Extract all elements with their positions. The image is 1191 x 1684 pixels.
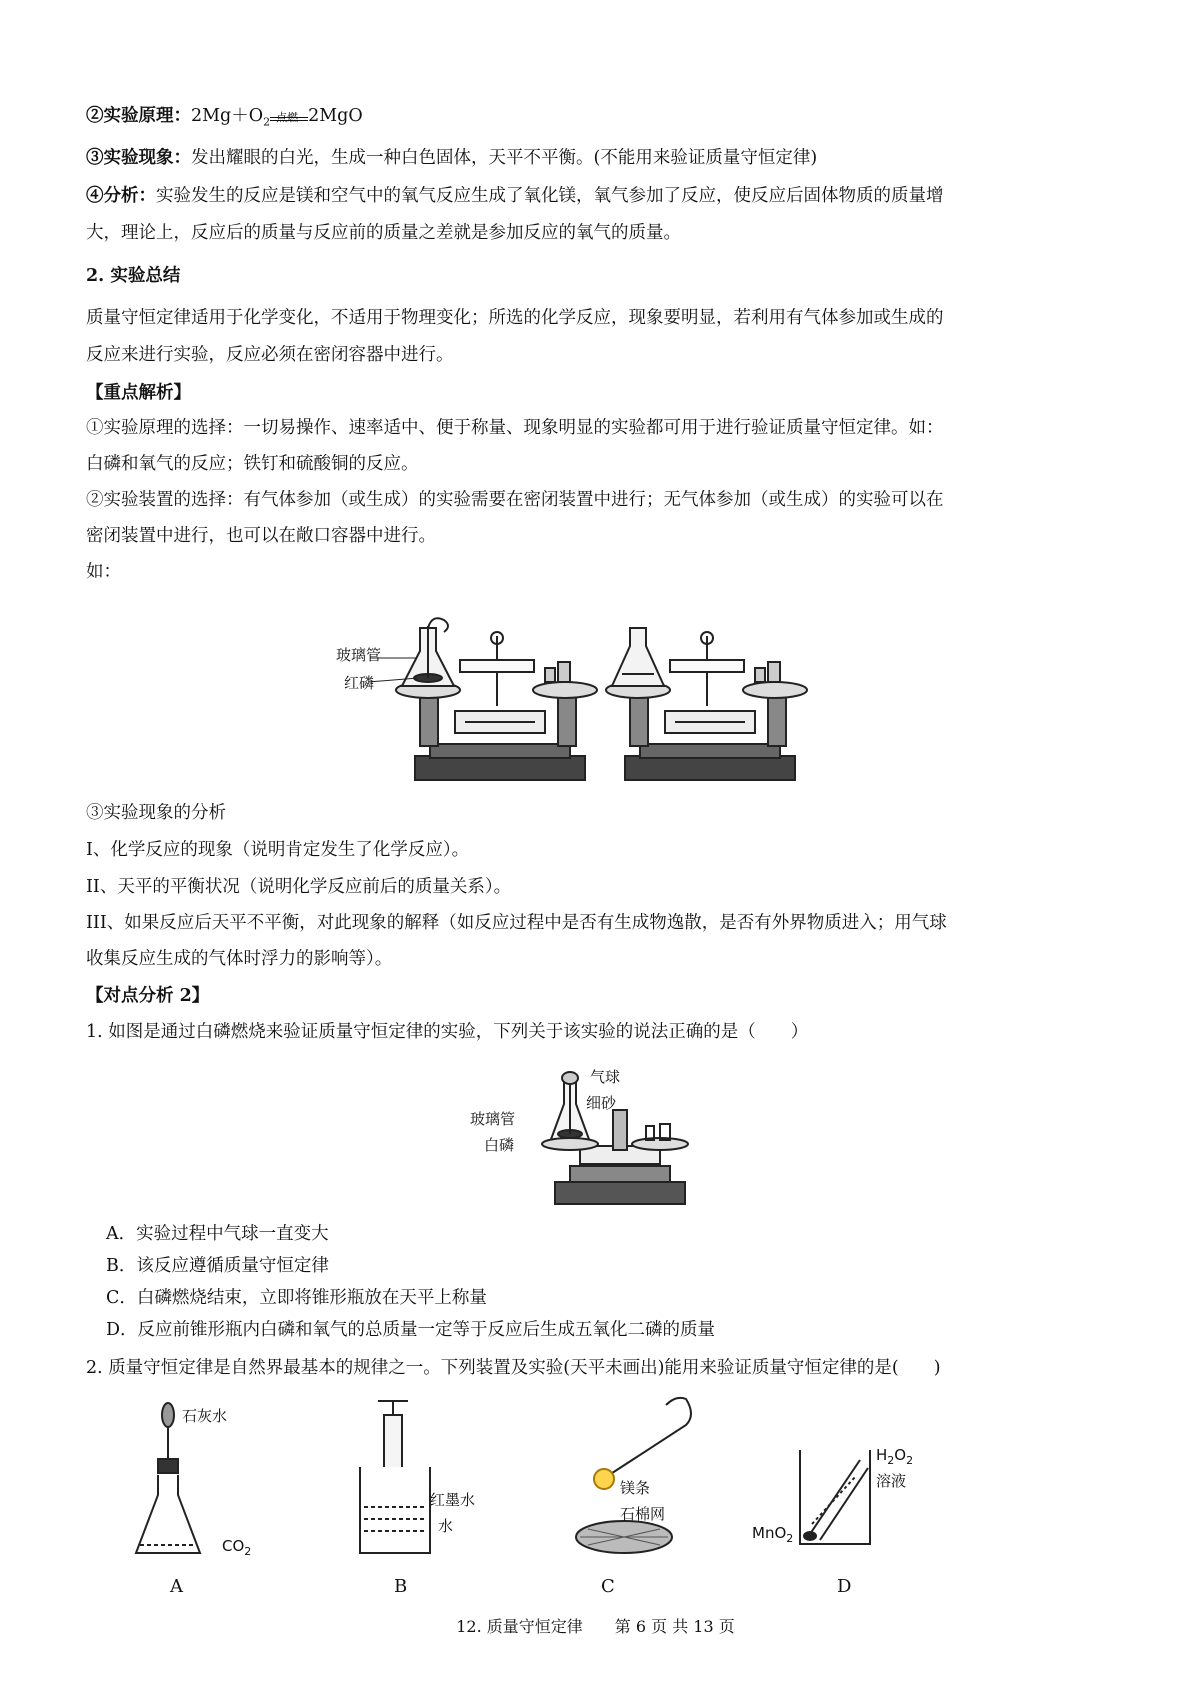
page-footer: 12. 质量守恒定律 第 6 页 共 13 页 (456, 1617, 735, 1636)
key-i1: I、化学反应的现象（说明肯定发生了化学反应）。 (86, 840, 470, 860)
equation-left: 2Mg＋O (191, 106, 264, 126)
fig1-label-red-phosphorus: 红磷 (344, 674, 375, 692)
fig1-label-glass-tube: 玻璃管 (336, 646, 382, 664)
key-p3: ③实验现象的分析 (86, 803, 226, 823)
q2-letter-b: B (394, 1576, 408, 1597)
equation-right: 2MgO (308, 106, 363, 126)
analysis-text-1: 实验发生的反应是镁和空气中的氧气反应生成了氧化镁，氧气参加了反应，使反应后固体物质的质量增 (156, 186, 944, 206)
q1-option-d: D．反应前锥形瓶内白磷和氧气的总质量一定等于反应后生成五氧化二磷的质量 (106, 1320, 716, 1340)
q2d-label-solution: 溶液 (876, 1472, 907, 1490)
right-balance (606, 628, 807, 780)
analysis-label: ④分析： (86, 186, 156, 206)
phenomenon-label: ③实验现象： (86, 148, 191, 168)
left-balance (396, 618, 597, 780)
q2a-label-co2: $CO_2$ (222, 1537, 252, 1558)
analysis-line-1 (86, 184, 944, 208)
key-i3-2: 收集反应生成的气体时浮力的影响等）。 (86, 949, 393, 969)
equation-subscript: 2 (263, 115, 271, 129)
summary-heading: 2. 实验总结 (86, 266, 181, 286)
q1-label-glass-tube: 玻璃管 (470, 1110, 516, 1128)
q1-figure (470, 1068, 710, 1210)
q1-option-a: A．实验过程中气球一直变大 (106, 1224, 329, 1244)
q2d-label-h2o2: $H_2O_2$ (876, 1446, 914, 1467)
question-1: 1. 如图是通过白磷燃烧来验证质量守恒定律的实验，下列关于该实验的说法正确的是（ ） (86, 1022, 809, 1042)
principle-line (86, 104, 363, 135)
q2-figure-c (566, 1385, 716, 1565)
equation-arrow (270, 111, 308, 124)
key-i2: II、天平的平衡状况（说明化学反应前后的质量关系）。 (86, 877, 512, 897)
key-p1-1: ①实验原理的选择：一切易操作、速率适中、便于称量、现象明显的实验都可用于进行验证质量守恒定律。如： (86, 418, 944, 438)
phenomenon-line (86, 146, 817, 170)
balance-figure-pair (336, 616, 830, 791)
q2a-label-limewater: 石灰水 (182, 1407, 228, 1425)
key-p2-3: 如： (86, 562, 121, 582)
principle-label: ②实验原理： (86, 106, 191, 126)
q1-option-b: B．该反应遵循质量守恒定律 (106, 1256, 329, 1276)
summary-text-2: 反应来进行实验，反应必须在密闭容器中进行。 (86, 345, 454, 365)
key-heading: 【重点解析】 (86, 383, 191, 403)
summary-text-1: 质量守恒定律适用于化学变化，不适用于物理变化；所选的化学反应，现象要明显，若利用有气体参加或生成的 (86, 308, 944, 328)
q1-option-c: C．白磷燃烧结束，立即将锥形瓶放在天平上称量 (106, 1288, 487, 1308)
q2-figure-a (130, 1395, 260, 1565)
q2b-label-water: 水 (438, 1517, 454, 1535)
question-2: 2. 质量守恒定律是自然界最基本的规律之一。下列装置及实验(天平未画出)能用来验证质量守恒定律的是( ) (86, 1358, 941, 1378)
key-i3-1: III、如果反应后天平不平衡，对此现象的解释（如反应过程中是否有生成物逸散，是否有外界物质进入；用气球 (86, 913, 947, 933)
key-p2-2: 密闭装置中进行，也可以在敞口容器中进行。 (86, 526, 436, 546)
phenomenon-text: 发出耀眼的白光，生成一种白色固体，天平不平衡。(不能用来验证质量守恒定律) (191, 148, 818, 168)
analysis-line-2: 大，理论上，反应后的质量与反应前的质量之差就是参加反应的氧气的质量。 (86, 223, 681, 243)
q1-label-balloon: 气球 (590, 1068, 621, 1086)
q2-letter-a: A (170, 1576, 183, 1597)
q2c-label-asbestos-net: 石棉网 (620, 1505, 666, 1523)
key-p2-1: ②实验装置的选择：有气体参加（或生成）的实验需要在密闭装置中进行；无气体参加（或生成）的实验可以在 (86, 490, 944, 510)
q2d-label-mno2: MnO$_2$ (752, 1524, 794, 1545)
q2-letter-d: D (837, 1576, 852, 1597)
balance-illustration (360, 616, 830, 791)
q1-label-sand: 细砂 (586, 1094, 617, 1112)
q2c-label-mg-ribbon: 镁条 (620, 1479, 651, 1497)
q2-figure-b (358, 1395, 498, 1565)
q1-label-white-phosphorus: 白磷 (484, 1136, 515, 1154)
q2-letter-c: C (601, 1576, 615, 1597)
equation-condition: 点燃 (276, 111, 299, 124)
q2b-label-red-ink: 红墨水 (430, 1491, 476, 1509)
key-p1-2: 白磷和氧气的反应；铁钉和硫酸铜的反应。 (86, 454, 419, 474)
q2-figure-d (752, 1440, 914, 1560)
practice-heading: 【对点分析 2】 (86, 986, 210, 1006)
